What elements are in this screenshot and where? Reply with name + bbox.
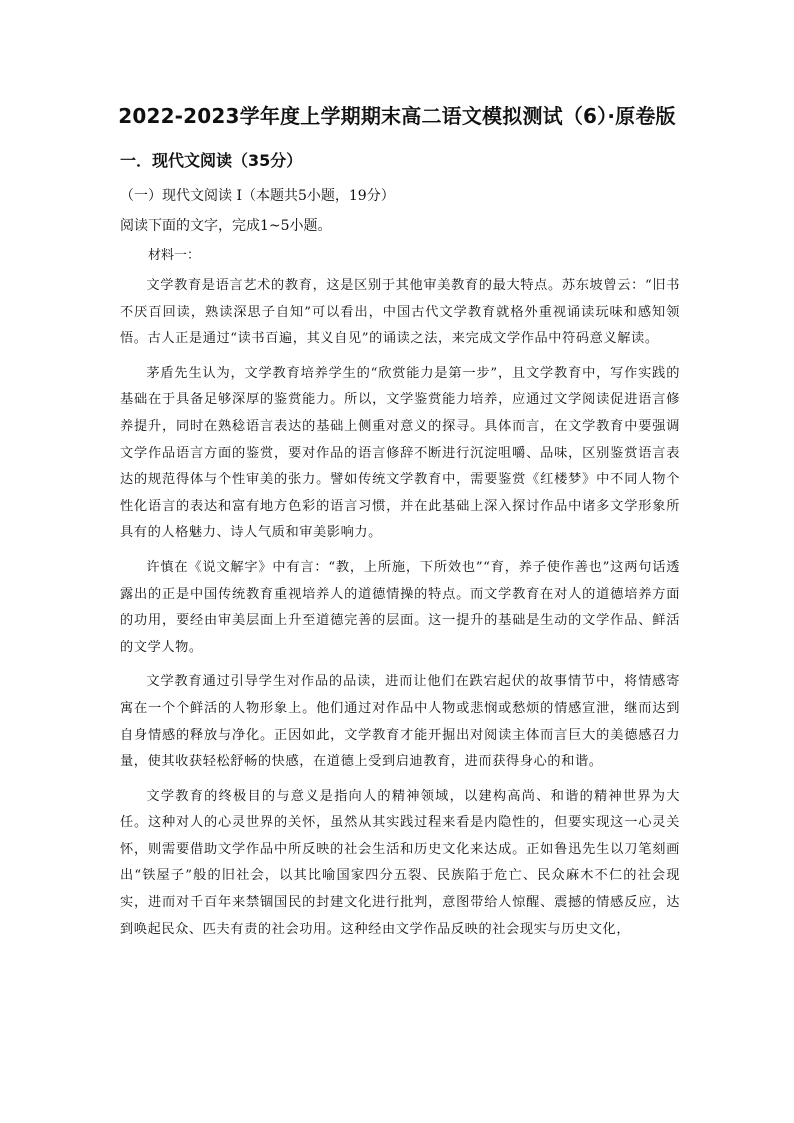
- paragraph-2: 茅盾先生认为，文学教育培养学生的“欣赏能力是第一步”，且文学教育中，写作实践的基础在于具备足够深厚的鉴赏能力。所以，文学鉴赏能力培养，应通过文学阅读促进语言修养提升，同时在熟稔语言表达的基础上侧重对意义的探寻。具体而言，在文学教育中要强调文学作品语言方面的鉴赏，要对作品的语言修辞不断进行沉淀咀嚼、品味，区别鉴赏语言表达的规范得体与个性审美的张力。譬如传统文学教育中，需要鉴赏《红楼梦》中不同人物个性化语言的表达和富有地方色彩的语言习惯，并在此基础上深入探讨作品中诸多文学形象所具有的人格魅力、诗人气质和审美影响力。: [120, 365, 680, 541]
- reading-instruction: 阅读下面的文字，完成1~5小题。: [120, 218, 332, 234]
- section-heading: 一．现代文阅读（35分）: [120, 151, 303, 170]
- subsection-heading: （一）现代文阅读 I（本题共5小题，19分）: [120, 188, 395, 204]
- paragraph-4: 文学教育通过引导学生对作品的品读，进而让他们在跌宕起伏的故事情节中，将情感寄寓在一个个鲜活的人物形象上。他们通过对作品中人物或悲悯或愁烦的情感宣泄，继而达到自身情感的释放与净化。正因如此，文学教育才能开掘出对阅读主体而言巨大的美德感召力量，使其收获轻松舒畅的快感，在道德上受到启迪教育，进而获得身心的和谐。: [120, 674, 680, 770]
- paragraph-1: 文学教育是语言艺术的教育，这是区别于其他审美教育的最大特点。苏东坡曾云：“旧书不厌百回读，熟读深思子自知”可以看出，中国古代文学教育就格外重视诵读玩味和感知领悟。古人正是通过“读书百遍，其义自见”的诵读之法，来完成文学作品中符码意义解读。: [120, 278, 680, 347]
- document-title: 2022-2023学年度上学期期末高二语文模拟测试（6）·原卷版: [118, 104, 676, 128]
- material-body: [120, 273, 680, 951]
- paragraph-3: 许慎在《说文解字》中有言：“教，上所施，下所效也”“育，养子使作善也”这两句话透露出的正是中国传统教育重视培养人的道德情操的特点。而文学教育在对人的道德培养方面的功用，要经由审美层面上升至道德完善的层面。这一提升的基础是生动的文学作品、鲜活的文学人物。: [120, 559, 680, 655]
- paragraph-5: 文学教育的终极目的与意义是指向人的精神领域，以建构高尚、和谐的精神世界为大任。这种对人的心灵世界的关怀，虽然从其实践过程来看是内隐性的，但要实现这一心灵关怀，则需要借助文学作品中所反映的社会生活和历史文化来达成。正如鲁迅先生以刀笔刻画出“铁屋子”般的旧社会，以其比喻国家四分五裂、民族陷于危亡、民众麻木不仁的社会现实，进而对千百年来禁锢国民的封建文化进行批判，意图带给人惊醒、震撼的情感反应，达到唤起民众、匹夫有责的社会功用。这种经由文学作品反映的社会现实与历史文化，: [120, 788, 680, 937]
- material-label: 材料一：: [148, 248, 201, 263]
